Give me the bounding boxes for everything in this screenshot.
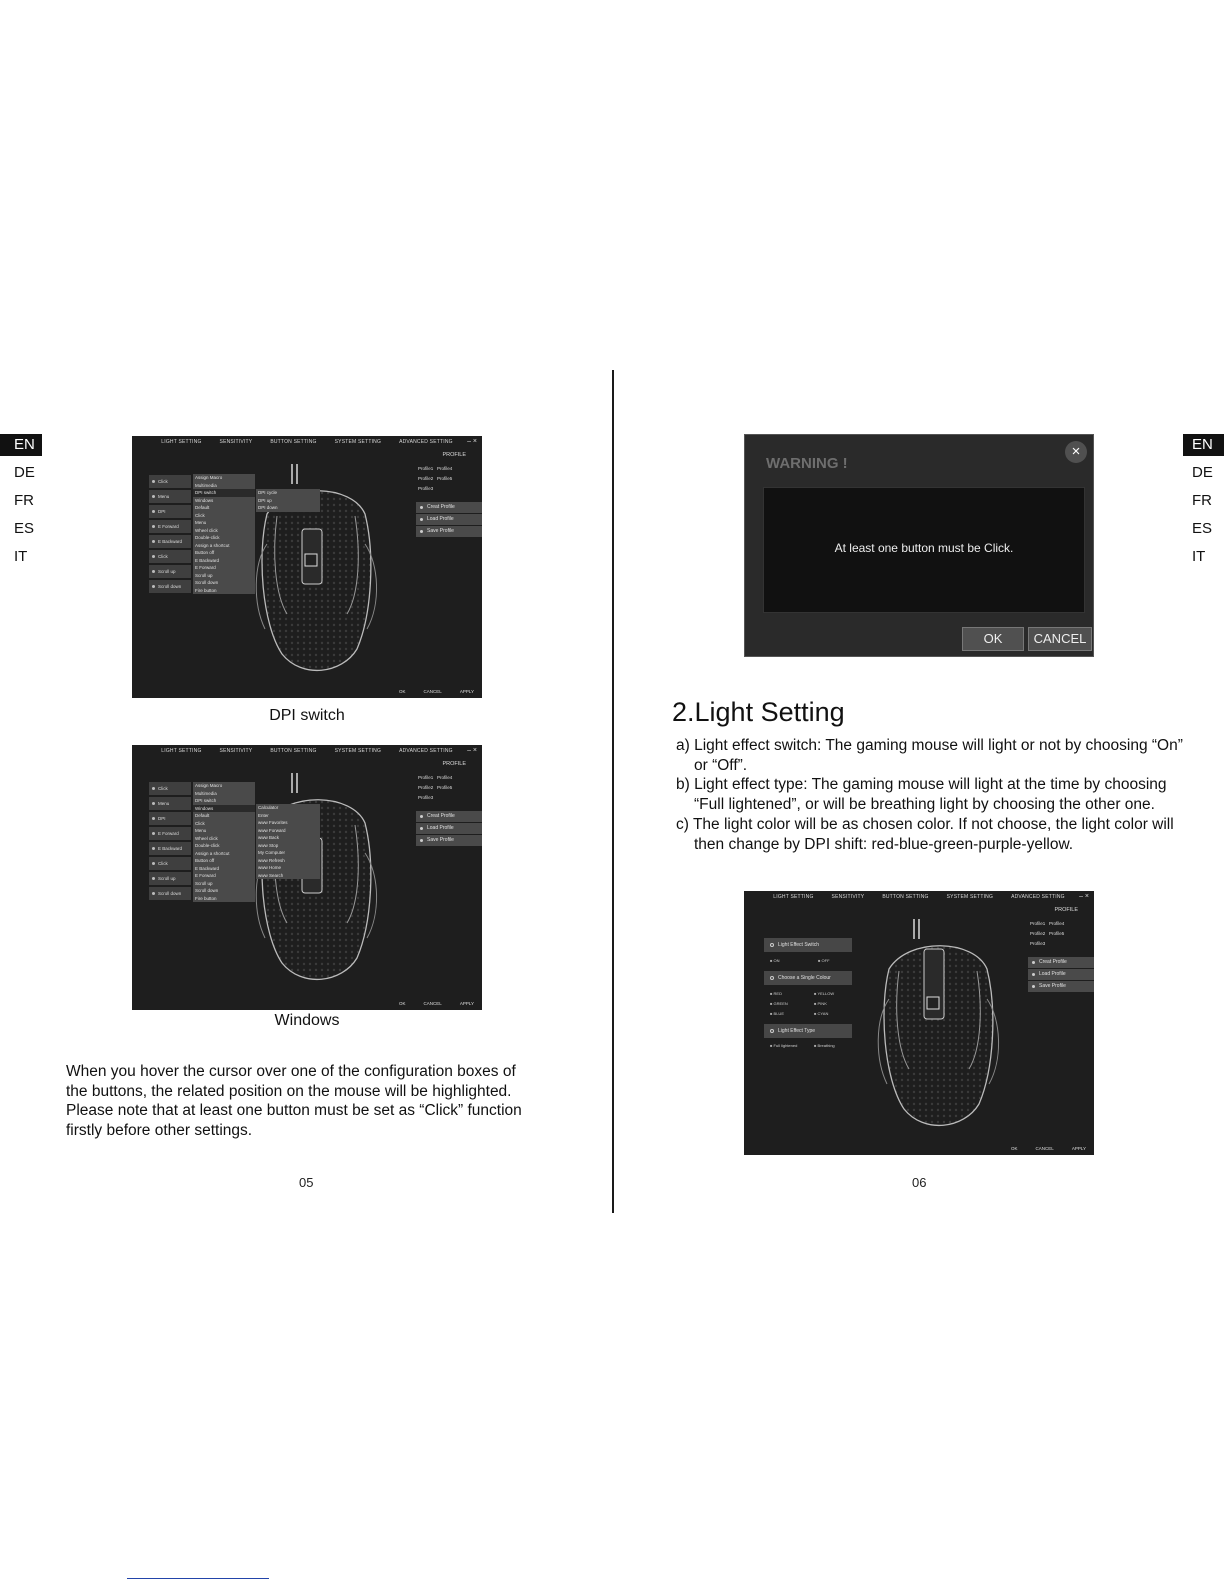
profile-item[interactable]: Profile3	[1030, 941, 1046, 946]
ok-button[interactable]: OK	[1011, 1146, 1018, 1151]
colour-option-pink[interactable]: ■ PINK	[814, 1001, 827, 1006]
profile-item[interactable]: Profile3	[418, 486, 434, 491]
nav-light-setting[interactable]: LIGHT SETTING	[161, 748, 202, 754]
profile-item[interactable]: Profile3	[418, 795, 434, 800]
menu-item[interactable]: Wheel click	[195, 835, 218, 841]
apply-button[interactable]: APPLY	[459, 689, 474, 694]
button-config-item[interactable]: Menu	[149, 490, 191, 503]
nav-system-setting[interactable]: SYSTEM SETTING	[334, 439, 382, 445]
menu-item[interactable]: Wheel click	[195, 527, 218, 533]
menu-item[interactable]: Assign a shortcut	[195, 542, 230, 548]
create-profile-button[interactable]: Creat Profile	[416, 811, 482, 822]
menu-item[interactable]: Windows	[195, 497, 214, 503]
profile-item[interactable]: Profile2	[1030, 931, 1046, 936]
software-nav	[132, 439, 482, 445]
warning-message: At least one button must be Click.	[834, 541, 1014, 555]
submenu-item[interactable]: www Favorites	[258, 820, 288, 825]
menu-item[interactable]: Click	[195, 820, 205, 826]
colour-option-blue[interactable]: ■ BLUE	[770, 1011, 784, 1016]
button-config-list	[149, 475, 191, 595]
menu-item[interactable]: Click	[195, 512, 205, 518]
warning-cancel-button[interactable]: CANCEL	[1028, 627, 1092, 651]
ok-button[interactable]: OK	[399, 1001, 406, 1006]
window-controls[interactable]: – ×	[1079, 893, 1089, 900]
submenu-item[interactable]: www Home	[258, 865, 282, 870]
light-effect-type-label: Light Effect Type	[764, 1024, 852, 1038]
profile-item[interactable]: Profile5	[437, 785, 453, 790]
button-config-item[interactable]: Click	[149, 475, 191, 488]
section-heading: 2.Light Setting	[672, 697, 845, 727]
apply-button[interactable]: APPLY	[459, 1001, 474, 1006]
profile-list	[418, 466, 480, 496]
windows-screenshot	[132, 745, 482, 1010]
profile-item[interactable]: Profile2	[418, 785, 434, 790]
button-config-item[interactable]: E Backward	[149, 535, 191, 548]
page-number-left: 05	[299, 1175, 314, 1190]
button-config-item[interactable]: Click	[149, 857, 191, 870]
choose-colour-label: Choose a Single Colour	[764, 971, 852, 985]
type-full-lightened-option[interactable]: ■ Full lightened	[770, 1043, 797, 1048]
profile-item[interactable]: Profile1	[1030, 921, 1046, 926]
window-controls[interactable]: – ×	[467, 747, 477, 754]
button-config-item[interactable]: DPI	[149, 505, 191, 518]
menu-item[interactable]: E Forward	[195, 873, 216, 878]
submenu-item[interactable]: My Computer	[258, 850, 286, 855]
menu-item[interactable]: Multimedia	[195, 482, 217, 488]
menu-item[interactable]: Menu	[195, 520, 207, 525]
dpi-switch-screenshot	[132, 436, 482, 698]
button-config-item[interactable]: E Forward	[149, 827, 191, 840]
warning-dialog	[744, 434, 1094, 657]
nav-system-setting[interactable]: SYSTEM SETTING	[946, 894, 994, 900]
lang-en[interactable]: EN	[0, 434, 42, 456]
type-breathing-option[interactable]: ■ Breathing	[814, 1043, 835, 1048]
colour-option-green[interactable]: ■ GREEN	[770, 1001, 788, 1006]
profile-item[interactable]: Profile5	[1049, 931, 1065, 936]
profile-list	[418, 775, 480, 805]
save-profile-button[interactable]: Save Profile	[416, 835, 482, 846]
submenu-item[interactable]: www Back	[258, 835, 280, 840]
profile-item[interactable]: Profile2	[418, 476, 434, 481]
light-setting-list	[676, 736, 1196, 854]
close-icon[interactable]: ×	[1065, 441, 1087, 463]
lang-fr[interactable]: FR	[1192, 492, 1212, 509]
lang-de[interactable]: DE	[14, 464, 35, 481]
window-controls[interactable]: – ×	[467, 438, 477, 445]
page-divider	[612, 370, 614, 1213]
profile-buttons	[1028, 957, 1094, 993]
mouse-illustration	[869, 909, 1009, 1134]
menu-item[interactable]: DPI switch	[195, 798, 217, 803]
menu-item[interactable]: E Forward	[195, 565, 216, 570]
assign-function-menu	[193, 782, 255, 902]
load-profile-button[interactable]: Load Profile	[1028, 969, 1094, 980]
nav-advanced-setting[interactable]: ADVANCED SETTING	[399, 748, 453, 754]
profile-item[interactable]: Profile4	[437, 466, 453, 471]
button-config-item[interactable]: Scroll up	[149, 872, 191, 885]
light-item-c: c) The light color will be as chosen color. If not choose, the light color will then change by DPI shift: red-blue-green-purple-yellow.	[676, 815, 1174, 853]
footer-rule	[127, 1578, 269, 1579]
menu-item[interactable]: Scroll up	[195, 880, 213, 886]
menu-item[interactable]: Double-click	[195, 843, 220, 848]
menu-item[interactable]: Assign a shortcut	[195, 850, 230, 856]
submenu-item[interactable]: www Refresh	[258, 857, 285, 863]
menu-item[interactable]: Double-click	[195, 535, 220, 540]
menu-item[interactable]: Assign Macro	[195, 783, 223, 788]
menu-item[interactable]: E Backward	[195, 557, 220, 563]
profile-title: PROFILE	[1054, 907, 1078, 913]
apply-button[interactable]: APPLY	[1071, 1146, 1086, 1151]
profile-title: PROFILE	[442, 452, 466, 458]
load-profile-button[interactable]: Load Profile	[416, 514, 482, 525]
menu-item[interactable]: Default	[195, 505, 210, 510]
colour-option-cyan[interactable]: ■ CYAN	[814, 1011, 828, 1016]
menu-item[interactable]: Menu	[195, 828, 207, 833]
profile-item[interactable]: Profile4	[1049, 921, 1065, 926]
light-on-option[interactable]: ■ ON	[770, 958, 780, 963]
button-config-item[interactable]: DPI	[149, 812, 191, 825]
submenu-item[interactable]: www Forward	[258, 827, 286, 833]
button-config-item[interactable]: E Forward	[149, 520, 191, 533]
nav-system-setting[interactable]: SYSTEM SETTING	[334, 748, 382, 754]
light-setting-screenshot	[744, 891, 1094, 1155]
hover-paragraph: When you hover the cursor over one of the configuration boxes of the buttons, the related position on the mouse will be highlighted. Please note that at least one button must be set as “Click” function firstly before other settings.	[66, 1063, 522, 1139]
software-nav	[744, 894, 1094, 900]
menu-item[interactable]: Scroll down	[195, 888, 219, 893]
ok-button[interactable]: OK	[399, 689, 406, 694]
save-profile-button[interactable]: Save Profile	[1028, 981, 1094, 992]
profile-item[interactable]: Profile1	[418, 466, 434, 471]
menu-item[interactable]: Default	[195, 813, 210, 818]
menu-item[interactable]: Scroll up	[195, 572, 213, 578]
button-config-item[interactable]: Click	[149, 550, 191, 563]
dialog-footer	[381, 1001, 474, 1006]
page-number-right: 06	[912, 1175, 927, 1190]
menu-item[interactable]: E Backward	[195, 865, 220, 871]
warning-title: WARNING !	[766, 455, 848, 472]
mouse-illustration	[247, 454, 387, 679]
lang-es[interactable]: ES	[14, 520, 35, 537]
cancel-button[interactable]: CANCEL	[423, 1001, 442, 1006]
submenu-item[interactable]: Calculator	[258, 805, 279, 810]
submenu-item[interactable]: Enter	[258, 812, 269, 818]
light-item-b: b) Light effect type: The gaming mouse will light at the time by choosing “Full lightened”, or will be breathing light by choosing the other one.	[676, 776, 1167, 814]
profile-title: PROFILE	[442, 761, 466, 767]
menu-item[interactable]: Button off	[195, 858, 215, 863]
button-config-item[interactable]: E Backward	[149, 842, 191, 855]
warning-ok-button[interactable]: OK	[962, 627, 1024, 651]
menu-item[interactable]: Assign Macro	[195, 475, 223, 480]
windows-submenu	[256, 804, 320, 879]
nav-sensitivity[interactable]: SENSITIVITY	[219, 439, 253, 445]
colour-option-yellow[interactable]: ■ YELLOW	[814, 991, 834, 996]
nav-sensitivity[interactable]: SENSITIVITY	[219, 748, 253, 754]
software-nav	[132, 748, 482, 754]
profile-item[interactable]: Profile1	[418, 775, 434, 780]
menu-item[interactable]: Multimedia	[195, 790, 217, 796]
dialog-footer	[993, 1146, 1086, 1151]
nav-light-setting[interactable]: LIGHT SETTING	[161, 439, 202, 445]
light-item-a: a) Light effect switch: The gaming mouse will light or not by choosing “On” or “Off”.	[676, 737, 1183, 774]
menu-item[interactable]: Button off	[195, 550, 215, 555]
button-config-item[interactable]: Click	[149, 782, 191, 795]
assign-function-menu	[193, 474, 255, 594]
button-config-item[interactable]: Scroll down	[149, 580, 191, 593]
language-tabs-left	[0, 434, 42, 574]
submenu-item[interactable]: DPI cycle	[258, 490, 278, 495]
nav-button-setting[interactable]: BUTTON SETTING	[270, 439, 317, 445]
nav-advanced-setting[interactable]: ADVANCED SETTING	[399, 439, 453, 445]
language-tabs-right	[1183, 434, 1224, 574]
submenu-item[interactable]: DPI up	[258, 497, 272, 503]
caption-windows: Windows	[274, 1012, 340, 1029]
warning-message-box	[763, 487, 1085, 613]
menu-item[interactable]: Fire button	[195, 895, 217, 901]
cancel-button[interactable]: CANCEL	[423, 689, 442, 694]
dpi-submenu	[256, 489, 320, 512]
nav-button-setting[interactable]: BUTTON SETTING	[882, 894, 929, 900]
lang-de[interactable]: DE	[1192, 464, 1213, 481]
dialog-footer	[381, 689, 474, 694]
load-profile-button[interactable]: Load Profile	[416, 823, 482, 834]
colour-option-red[interactable]: ■ RED	[770, 991, 782, 996]
menu-item-dpi-switch[interactable]: DPI switch	[193, 489, 255, 497]
submenu-item[interactable]: www Search	[258, 872, 284, 878]
menu-item-windows[interactable]: Windows	[193, 805, 255, 813]
nav-sensitivity[interactable]: SENSITIVITY	[831, 894, 865, 900]
lang-en[interactable]: EN	[1183, 434, 1224, 456]
profile-item[interactable]: Profile5	[437, 476, 453, 481]
profile-list	[1030, 921, 1092, 951]
profile-buttons	[416, 502, 482, 538]
submenu-item[interactable]: DPI down	[258, 505, 278, 510]
button-config-item[interactable]: Scroll down	[149, 887, 191, 900]
lang-it[interactable]: IT	[14, 548, 28, 565]
nav-advanced-setting[interactable]: ADVANCED SETTING	[1011, 894, 1065, 900]
light-effect-switch-label: Light Effect Switch	[764, 938, 852, 952]
cancel-button[interactable]: CANCEL	[1035, 1146, 1054, 1151]
lang-it[interactable]: IT	[1192, 548, 1206, 565]
lang-fr[interactable]: FR	[14, 492, 34, 509]
nav-light-setting[interactable]: LIGHT SETTING	[773, 894, 814, 900]
button-config-list	[149, 782, 191, 902]
lang-es[interactable]: ES	[1192, 520, 1213, 537]
save-profile-button[interactable]: Save Profile	[416, 526, 482, 537]
profile-buttons	[416, 811, 482, 847]
caption-dpi-switch: DPI switch	[269, 707, 345, 724]
create-profile-button[interactable]: Creat Profile	[416, 502, 482, 513]
create-profile-button[interactable]: Creat Profile	[1028, 957, 1094, 968]
menu-item[interactable]: Scroll down	[195, 580, 219, 585]
menu-item[interactable]: Fire button	[195, 587, 217, 593]
nav-button-setting[interactable]: BUTTON SETTING	[270, 748, 317, 754]
light-off-option[interactable]: ■ OFF	[818, 958, 830, 963]
submenu-item[interactable]: www Stop	[258, 842, 279, 848]
button-config-item[interactable]: Menu	[149, 797, 191, 810]
profile-item[interactable]: Profile4	[437, 775, 453, 780]
button-config-item[interactable]: Scroll up	[149, 565, 191, 578]
